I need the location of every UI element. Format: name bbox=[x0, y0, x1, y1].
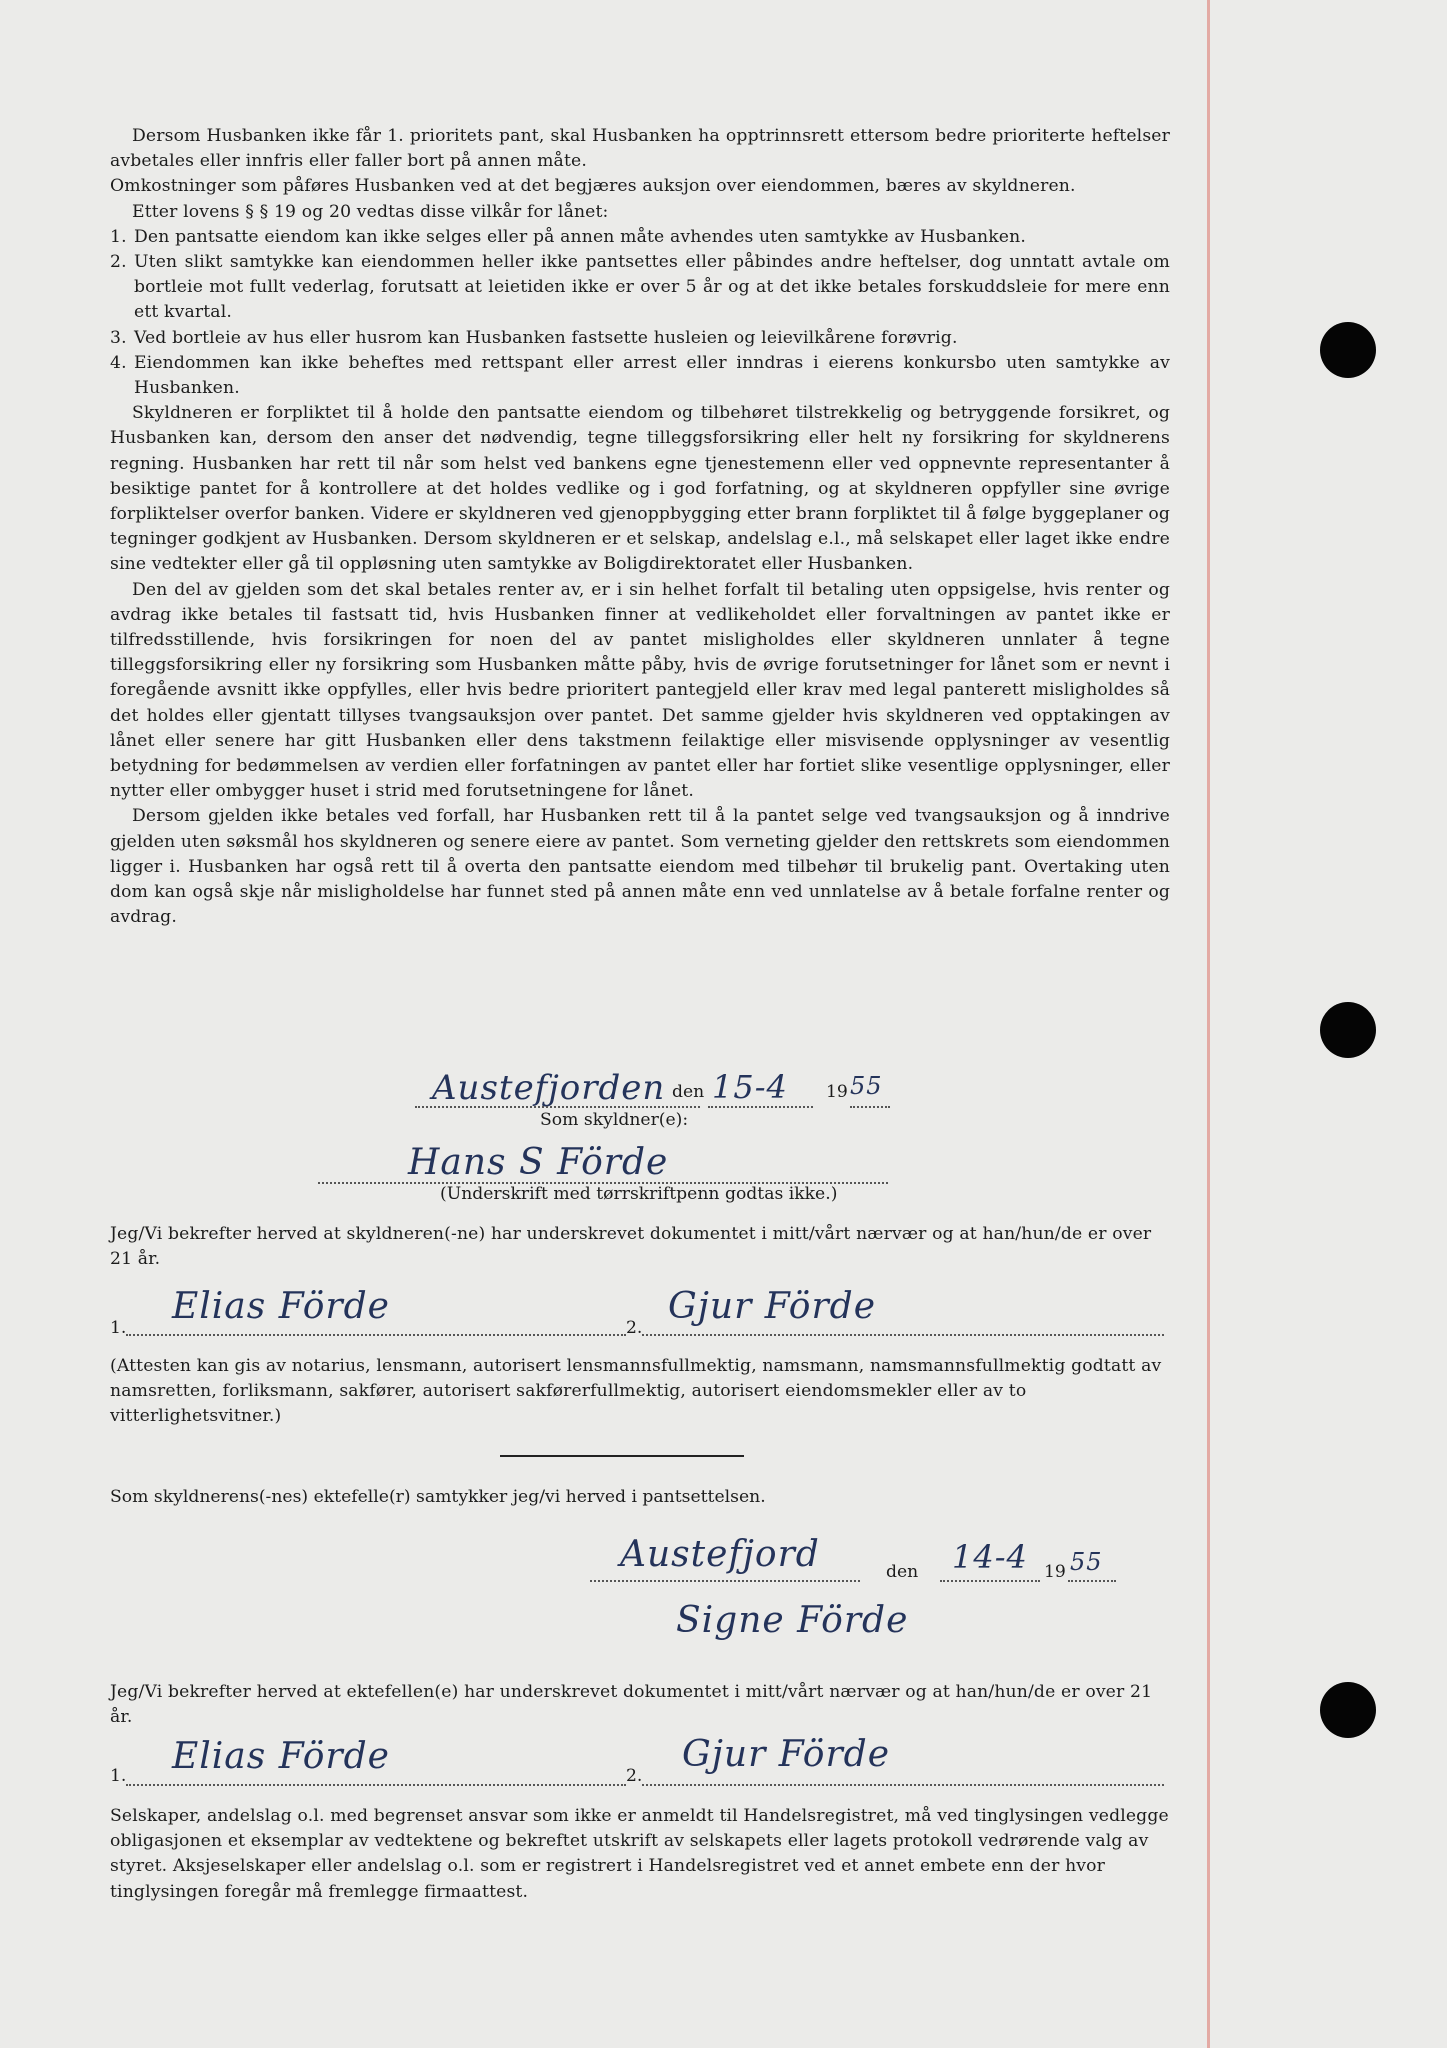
footer-note: Selskaper, andelslag o.l. med begrenset ansvar som ikke er anmeldt til Handelsregistret, må ved tinglysingen vedlegge obligasjonen et eksemplar av vedtektene og bekreftet utskrift av selskapets eller lagets protokoll vedrørende valg av styret. Aksjeselskaper eller andelslag o.l. som er registrert i Handelsregistret ved et annet embete enn der hvor tinglysingen foregår må fremlegge firmaattest. bbox=[110, 1806, 1169, 1902]
paragraph-costs: Omkostninger som påføres Husbanken ved at det begjæres auksjon over eiendommen, bæres av skyldneren. bbox=[110, 176, 1076, 197]
den-label: den bbox=[672, 1082, 705, 1102]
witness-number-1: 1. bbox=[110, 1318, 127, 1338]
handwritten-year: 55 bbox=[850, 1072, 883, 1100]
spouse-date-line bbox=[940, 1580, 1040, 1582]
term-item: 1. Den pantsatte eiendom kan ikke selges eller på annen måte avhendes uten samtykke av Husbanken. bbox=[110, 226, 1026, 247]
spouse-signature: Signe Förde bbox=[676, 1600, 909, 1641]
handwritten-place: Austefjorden bbox=[432, 1068, 666, 1108]
witness-signature-1: Elias Förde bbox=[172, 1286, 390, 1327]
paragraph-default: Den del av gjelden som det skal betales renter av, er i sin helhet forfalt til betaling uten oppsigelse, hvis renter og avdrag ikke betales til fastsatt tid, hvis Husbanken finner at vedlikeholdet eller forvaltningen av pantet ikke er tilfredsstillende, hvis forsikringen for noen del av pantet misligholdes eller skyldneren unnlater å tegne tilleggsforsikring eller ny forsikring som Husbanken måtte påby, hvis de øvrige forutsetninger for lånet som er nevnt i foregående avsnitt ikke oppfylles, eller hvis bedre prioritert pantegjeld eller krav med legal panterett misligholdes så det holdes eller gjentatt tillyses tvangsauksjon over pantet. Det samme gjelder hvis skyldneren ved opptakingen av lånet eller senere har gitt Husbanken eller dens takstmenn feilaktige eller misvisende opplysninger av vesentlig betydning for bedømmelsen av verdien eller forfatningen av pantet eller har fortiet slike vesentlige opplysninger, eller nytter eller ombygger huset i strid med forutsetningene for lånet. bbox=[110, 579, 1170, 802]
witness-signature-2: Gjur Förde bbox=[668, 1286, 876, 1327]
spouse-year-prefix: 19 bbox=[1044, 1562, 1066, 1582]
punch-hole-top bbox=[1320, 322, 1376, 378]
section-divider bbox=[500, 1455, 744, 1457]
punch-hole-bottom bbox=[1320, 1682, 1376, 1738]
conditions-section bbox=[110, 124, 1170, 931]
date-line bbox=[708, 1106, 813, 1108]
witness-number-1: 1. bbox=[110, 1766, 127, 1786]
witness-statement: Jeg/Vi bekrefter herved at ektefellen(e) har underskrevet dokumentet i mitt/vårt nærvær og at han/hun/de er over 21 år. bbox=[110, 1682, 1153, 1728]
paragraph-insurance: Skyldneren er forpliktet til å holde den pantsatte eiendom og tilbehøret tilstrekkelig og betryggende forsikret, og Husbanken kan, dersom den anser det nødvendig, tegne tilleggsforsikring eller helt ny forsikring for skyldnerens regning. Husbanken har rett til når som helst ved bankens egne tjenestemenn eller ved oppnevnte representanter å besiktige pantet for å kontrollere at det holdes vedlike og i god forfatning, og at skyldneren oppfyller sine øvrige forpliktelser overfor banken. Videre er skyldneren ved gjenoppbygging etter brann forpliktet til å følge byggeplaner og tegninger godkjent av Husbanken. Dersom skyldneren er et selskap, andelslag e.l., må selskapet eller laget ikke endre sine vedtekter eller gå til oppløsning uten samtykke av Boligdirektoratet eller Husbanken. bbox=[110, 403, 1170, 575]
spouse-year: 55 bbox=[1070, 1548, 1103, 1576]
as-debtor-label: Som skyldner(e): bbox=[540, 1110, 689, 1130]
spouse-date: 14-4 bbox=[952, 1538, 1028, 1576]
paragraph-terms-intro: Etter lovens § § 19 og 20 vedtas disse vilkår for lånet: bbox=[132, 201, 609, 222]
place-line bbox=[415, 1106, 700, 1108]
handwritten-date: 15-4 bbox=[712, 1068, 788, 1106]
signature-note: (Underskrift med tørrskriftpenn godtas ikke.) bbox=[440, 1184, 838, 1204]
attest-note: (Attesten kan gis av notarius, lensmann, autorisert lensmannsfullmektig, namsmann, namsmannsfullmektig godtatt av namsretten, forliksmann, sakfører, autorisert sakførerfullmektig, autorisert eiendomsmekler eller av to vitterlighetsvitner.) bbox=[110, 1356, 1162, 1427]
spouse-year-line bbox=[1068, 1580, 1116, 1582]
spouse-place: Austefjord bbox=[620, 1534, 820, 1575]
punch-hole-middle bbox=[1320, 1002, 1376, 1058]
witness-signature-2: Gjur Förde bbox=[682, 1734, 890, 1775]
witness-line-2 bbox=[642, 1334, 1164, 1336]
spouse-den-label: den bbox=[886, 1562, 919, 1582]
paragraph-enforcement: Dersom gjelden ikke betales ved forfall, har Husbanken rett til å la pantet selge ved tvangsauksjon og å inndrive gjelden uten søksmål hos skyldneren og senere eiere av pantet. Som verneting gjelder den rettskrets som eiendommen ligger i. Husbanken har også rett til å overta den pantsatte eiendom med tilbehør til brukelig pant. Overtaking uten dom kan også skje når misligholdelse har funnet sted på annen måte enn ved unnlatelse av å betale forfalne renter og avdrag. bbox=[110, 806, 1170, 928]
term-item: 2. Uten slikt samtykke kan eiendommen heller ikke pantsettes eller påbindes andre heftelser, dog unntatt avtale om bortleie mot fullt vederlag, forutsatt at leietiden ikke er over 5 år og at det ikke betales forskuddsleie for mere enn ett kvartal. bbox=[110, 252, 1170, 323]
spouse-place-line bbox=[590, 1580, 860, 1582]
term-item: 3. Ved bortleie av hus eller husrom kan Husbanken fastsette husleien og leievilkårene forøvrig. bbox=[110, 327, 958, 348]
witness-line-1 bbox=[126, 1334, 626, 1336]
witness-statement: Jeg/Vi bekrefter herved at skyldneren(-ne) har underskrevet dokumentet i mitt/vårt nærvær og at han/hun/de er over 21 år. bbox=[110, 1224, 1152, 1270]
witness-signature-1: Elias Förde bbox=[172, 1736, 390, 1777]
term-item: 4. Eiendommen kan ikke beheftes med rettspant eller arrest eller inndras i eierens konkursbo uten samtykke av Husbanken. bbox=[110, 352, 1170, 399]
paragraph-priority: Dersom Husbanken ikke får 1. prioritets pant, skal Husbanken ha opptrinnsrett ettersom bedre prioriterte heftelser avbetales eller innfris eller faller bort på annen måte. bbox=[110, 126, 1170, 172]
spouse-statement: Som skyldnerens(-nes) ektefelle(r) samtykker jeg/vi herved i pantsettelsen. bbox=[110, 1487, 766, 1507]
margin-rule bbox=[1207, 0, 1210, 2048]
debtor-signature: Hans S Förde bbox=[408, 1142, 669, 1183]
year-prefix: 19 bbox=[826, 1082, 848, 1102]
witness-line-1 bbox=[126, 1784, 626, 1786]
year-line bbox=[850, 1106, 890, 1108]
witness-number-2: 2. bbox=[626, 1766, 643, 1786]
witness-number-2: 2. bbox=[626, 1318, 643, 1338]
witness-line-2 bbox=[642, 1784, 1164, 1786]
